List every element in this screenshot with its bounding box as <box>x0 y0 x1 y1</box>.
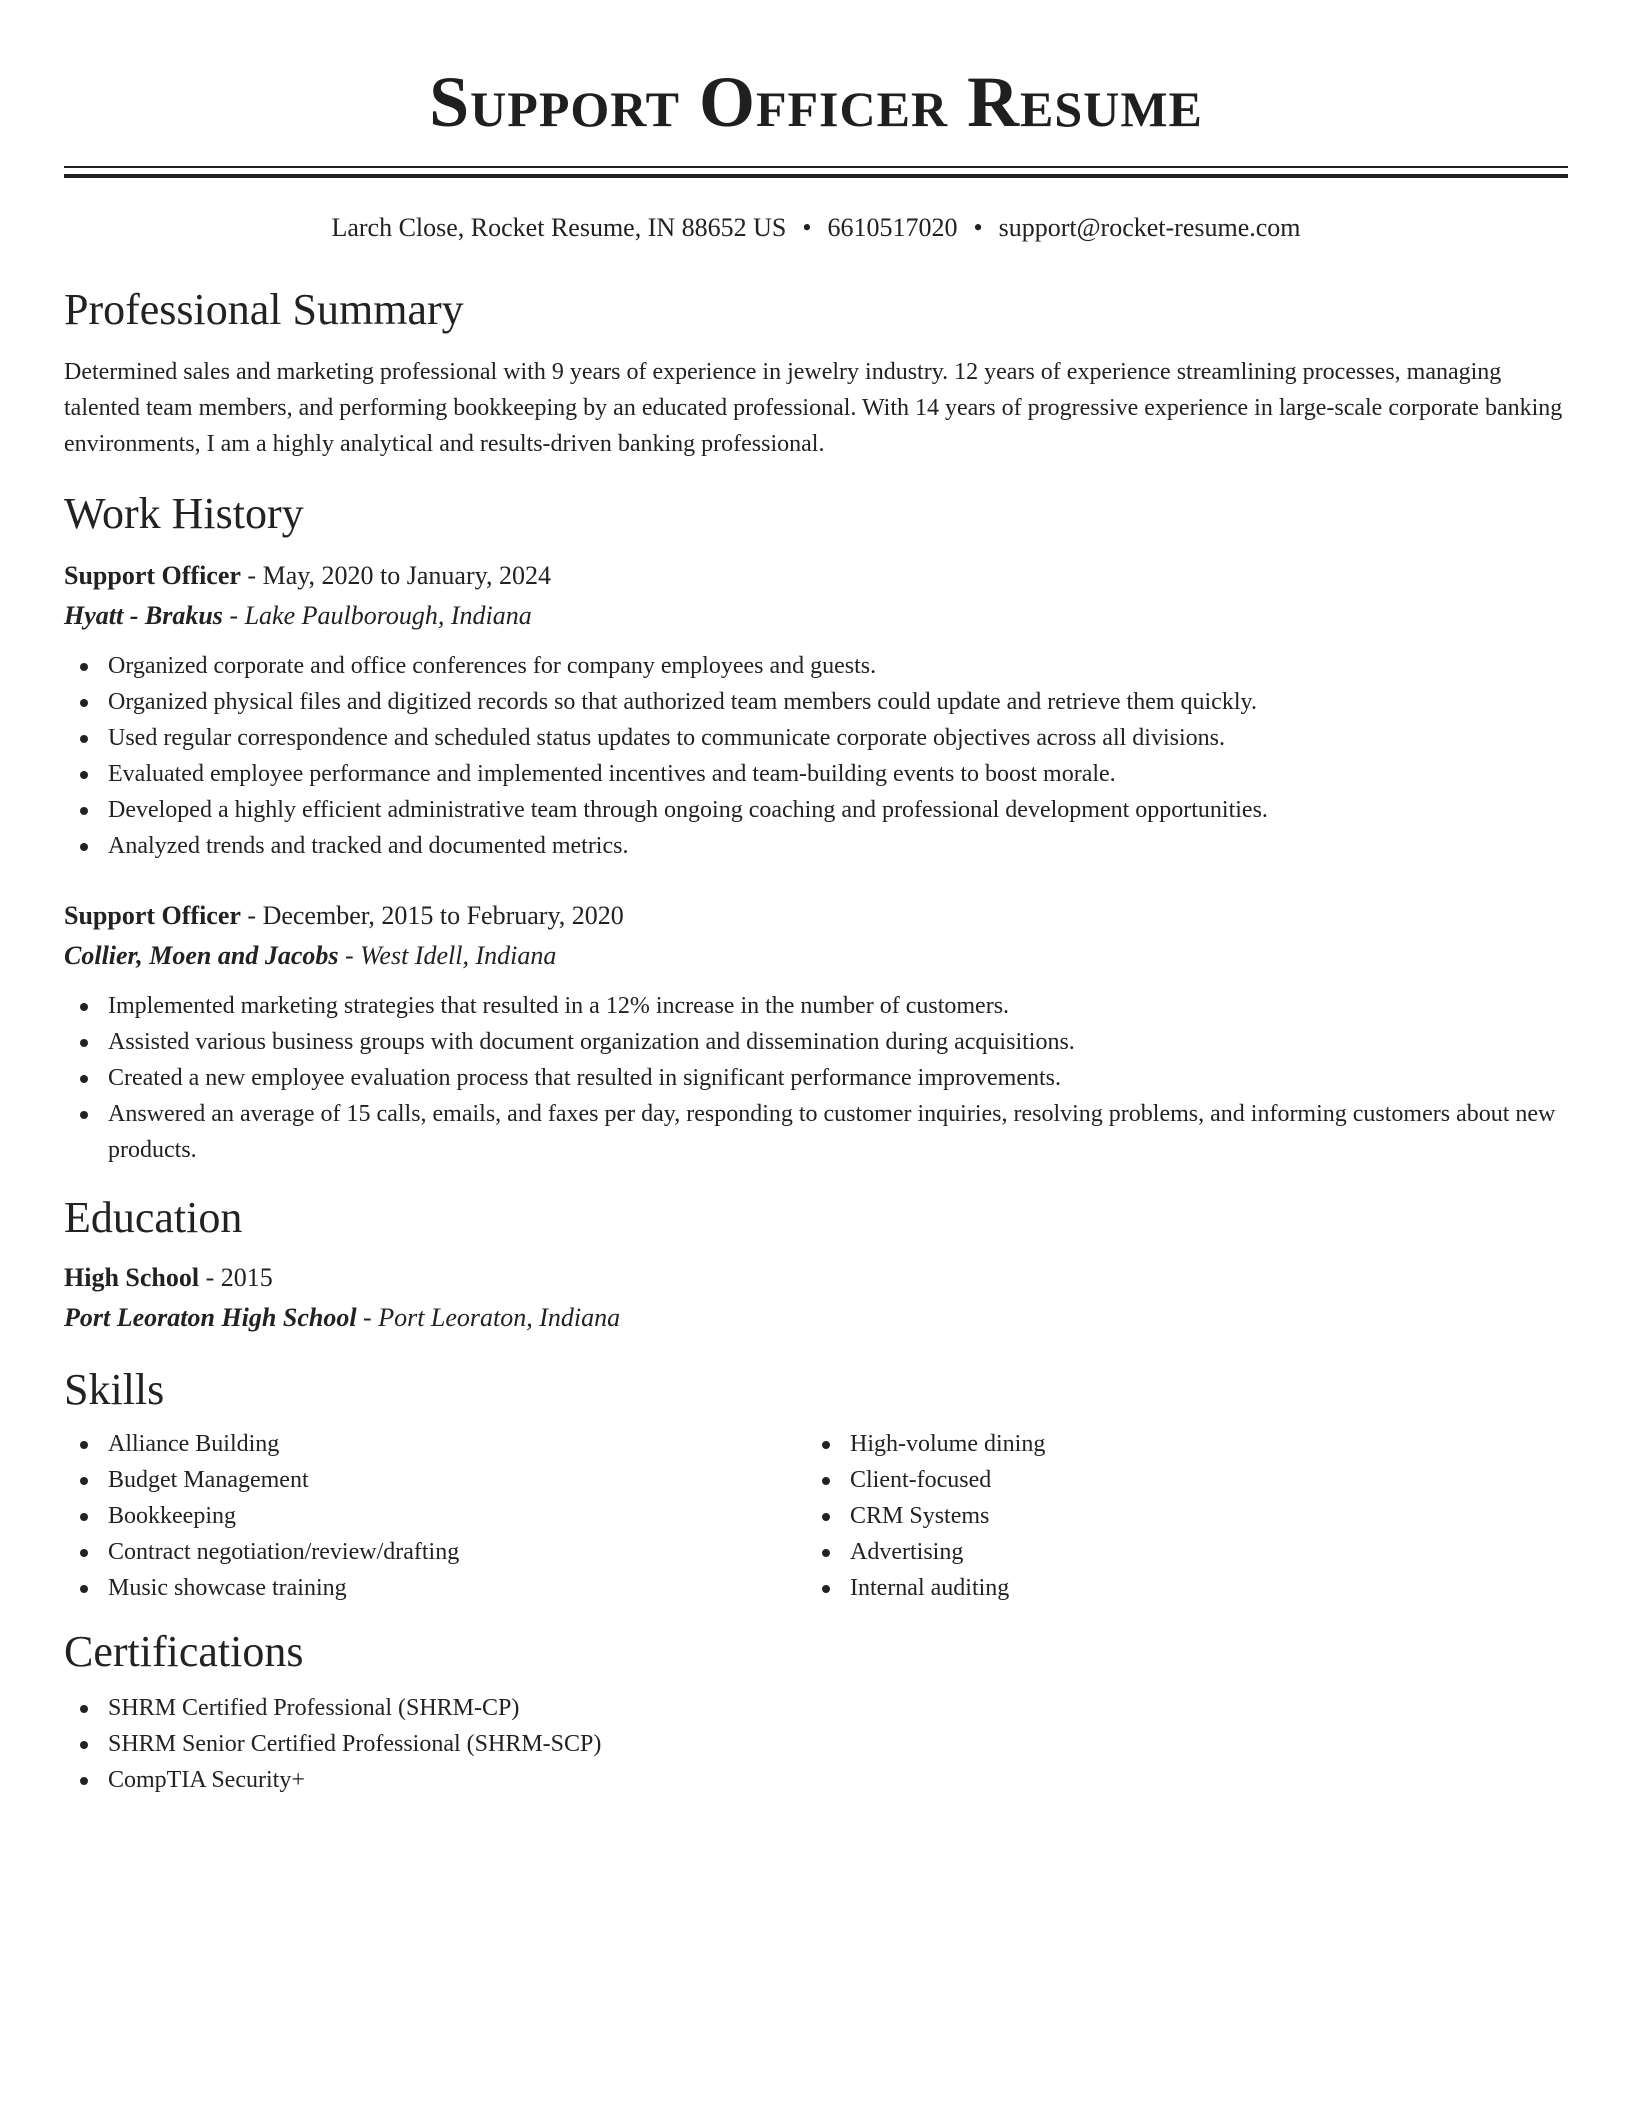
work-history-section <box>64 488 1568 1168</box>
education-entry <box>64 1258 1568 1338</box>
skills-list-right <box>806 1426 1548 1606</box>
list-item: Organized physical files and digitized records so that authorized team members could update and retrieve them quickly. <box>64 684 1568 720</box>
contact-phone: 6610517020 <box>827 213 958 242</box>
list-item: Used regular correspondence and scheduled status updates to communicate corporate objectives across all divisions. <box>64 720 1568 756</box>
job-bullets <box>64 988 1568 1168</box>
list-item: Organized corporate and office conferences for company employees and guests. <box>64 648 1568 684</box>
skills-list-left <box>64 1426 806 1606</box>
education-year: - 2015 <box>199 1263 273 1292</box>
skills-heading: Skills <box>64 1365 165 1414</box>
list-item: High-volume dining <box>806 1426 1548 1462</box>
contact-address: Larch Close, Rocket Resume, IN 88652 US <box>331 213 787 242</box>
education-school-line <box>64 1298 1568 1338</box>
contact-email: support@rocket-resume.com <box>998 213 1301 242</box>
contact-line <box>64 212 1568 244</box>
job-title: Support Officer <box>64 901 241 930</box>
education-school: Port Leoraton High School <box>64 1303 357 1332</box>
list-item: Analyzed trends and tracked and documented metrics. <box>64 828 1568 864</box>
job-entry <box>64 556 1568 864</box>
list-item: Developed a highly efficient administrative team through ongoing coaching and professional development opportunities. <box>64 792 1568 828</box>
skills-grid <box>64 1426 1568 1606</box>
education-degree-line <box>64 1258 1568 1298</box>
job-bullets <box>64 648 1568 864</box>
title-divider-thick <box>64 174 1568 178</box>
summary-heading: Professional Summary <box>64 285 464 334</box>
list-item: SHRM Certified Professional (SHRM-CP) <box>64 1690 1568 1726</box>
education-location: - Port Leoraton, Indiana <box>356 1303 621 1332</box>
list-item: CompTIA Security+ <box>64 1762 1568 1798</box>
job-title-line <box>64 556 1568 596</box>
education-heading: Education <box>64 1193 243 1242</box>
page-title: Support Officer Resume <box>429 62 1203 142</box>
job-company: Hyatt - Brakus <box>64 601 223 630</box>
list-item: Advertising <box>806 1534 1548 1570</box>
work-history-heading: Work History <box>64 489 304 538</box>
list-item: Alliance Building <box>64 1426 806 1462</box>
job-location: - West Idell, Indiana <box>338 941 557 970</box>
job-dates: - May, 2020 to January, 2024 <box>240 561 551 590</box>
list-item: Assisted various business groups with document organization and dissemination during acquisitions. <box>64 1024 1568 1060</box>
job-title-line <box>64 896 1568 936</box>
list-item: Contract negotiation/review/drafting <box>64 1534 806 1570</box>
summary-section <box>64 284 1568 462</box>
list-item: Evaluated employee performance and implemented incentives and team-building events to boost morale. <box>64 756 1568 792</box>
list-item: Client-focused <box>806 1462 1548 1498</box>
list-item: Bookkeeping <box>64 1498 806 1534</box>
contact-separator: • <box>802 213 812 242</box>
list-item: Answered an average of 15 calls, emails, and faxes per day, responding to customer inquiries, resolving problems, and informing customers about new products. <box>64 1096 1568 1168</box>
certifications-heading: Certifications <box>64 1627 304 1676</box>
list-item: Budget Management <box>64 1462 806 1498</box>
list-item: Internal auditing <box>806 1570 1548 1606</box>
job-company: Collier, Moen and Jacobs <box>64 941 339 970</box>
job-location: - Lake Paulborough, Indiana <box>222 601 532 630</box>
education-degree: High School <box>64 1263 200 1292</box>
skills-section <box>64 1364 1568 1606</box>
title-divider-thin <box>64 166 1568 168</box>
list-item: Created a new employee evaluation process that resulted in significant performance improvements. <box>64 1060 1568 1096</box>
list-item: Implemented marketing strategies that resulted in a 12% increase in the number of customers. <box>64 988 1568 1024</box>
job-company-line <box>64 596 1568 636</box>
job-entry <box>64 896 1568 1168</box>
job-dates: - December, 2015 to February, 2020 <box>240 901 624 930</box>
list-item: SHRM Senior Certified Professional (SHRM-SCP) <box>64 1726 1568 1762</box>
summary-text: Determined sales and marketing professional with 9 years of experience in jewelry industry. 12 years of experience streamlining processes, managing talented team members, and performing bookkeeping by an educated professional. With 14 years of progressive experience in large-scale corporate banking environments, I am a highly analytical and results-driven banking professional. <box>64 359 1563 457</box>
list-item: CRM Systems <box>806 1498 1548 1534</box>
resume-page <box>64 0 1568 1798</box>
certifications-list <box>64 1690 1568 1798</box>
list-item: Music showcase training <box>64 1570 806 1606</box>
education-section <box>64 1192 1568 1338</box>
certifications-section <box>64 1626 1568 1798</box>
job-company-line <box>64 936 1568 976</box>
contact-separator: • <box>973 213 983 242</box>
job-title: Support Officer <box>64 561 241 590</box>
